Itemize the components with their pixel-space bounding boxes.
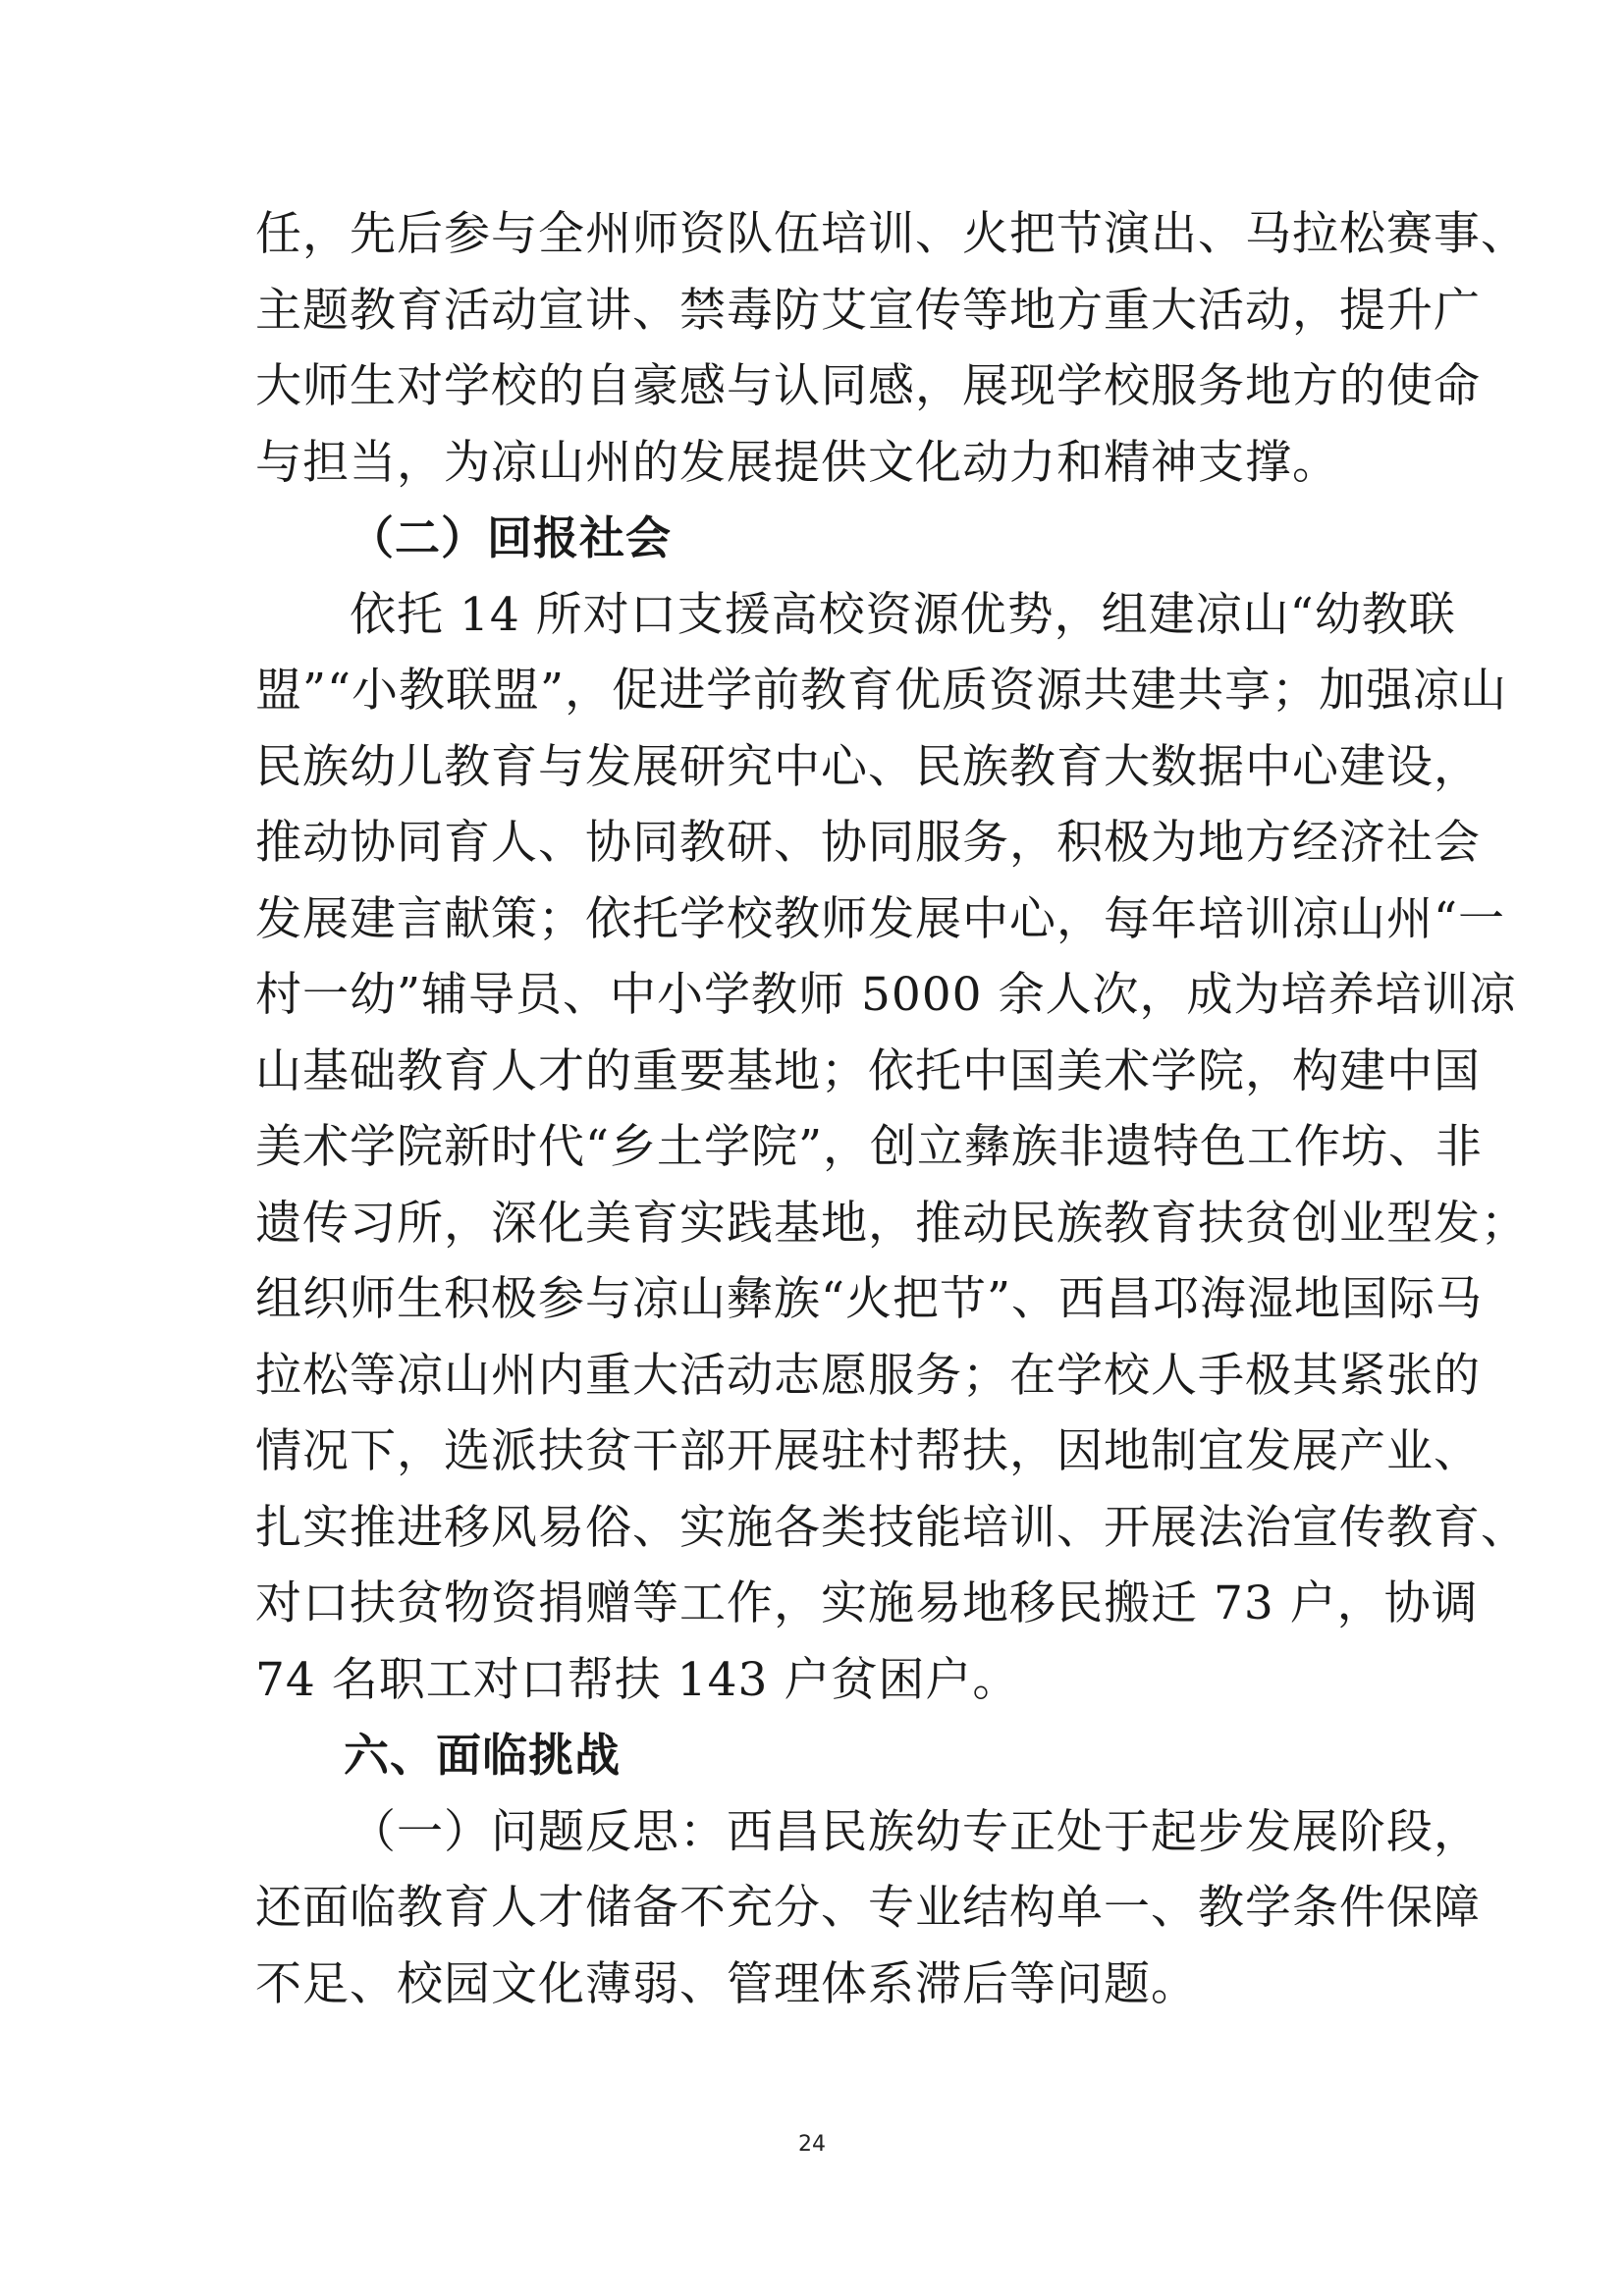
text-line: 民族幼儿教育与发展研究中心、民族教育大数据中心建设， — [255, 739, 1481, 794]
text-line: 不足、校园文化薄弱、管理体系滞后等问题。 — [255, 1956, 1198, 2011]
paragraph-service-local — [255, 196, 1528, 501]
text-line: 主题教育活动宣讲、禁毒防艾宣传等地方重大活动，提升广 — [255, 283, 1481, 338]
text-line: 依托 14 所对口支援高校资源优势，组建凉山“幼教联 — [350, 587, 1456, 642]
text-line: 遗传习所，深化美育实践基地，推动民族教育扶贫创业型发； — [255, 1196, 1528, 1251]
text-line: 盟”“小教联盟”，促进学前教育优质资源共建共享；加强凉山 — [255, 664, 1508, 718]
text-line: 情况下，选派扶贫干部开展驻村帮扶，因地制宜发展产业、 — [255, 1424, 1481, 1478]
text-line: （一）问题反思：西昌民族幼专正处于起步发展阶段， — [350, 1804, 1481, 1859]
text-line: 对口扶贫物资捐赠等工作，实施易地移民搬迁 73 户，协调 — [255, 1576, 1479, 1630]
text-line: 村一幼”辅导员、中小学教师 5000 余人次，成为培养培训凉 — [255, 968, 1517, 1022]
text-line: 山基础教育人才的重要基地；依托中国美术学院，构建中国 — [255, 1043, 1481, 1098]
text-line: 与担当，为凉山州的发展提供文化动力和精神支撑。 — [255, 435, 1339, 490]
section-heading-repay-society: （二）回报社会 — [349, 511, 672, 564]
page-number: 24 — [798, 2132, 826, 2157]
text-line: 美术学院新时代“乡土学院”，创立彝族非遗特色工作坊、非 — [255, 1120, 1484, 1174]
document-page — [255, 196, 1528, 2022]
text-line: 74 名职工对口帮扶 143 户贫困户。 — [255, 1652, 1020, 1707]
text-line: 拉松等凉山州内重大活动志愿服务；在学校人手极其紧张的 — [255, 1348, 1481, 1403]
section-heading-challenges: 六、面临挑战 — [344, 1729, 621, 1782]
text-line: 推动协同育人、协同教研、协同服务，积极为地方经济社会 — [255, 816, 1481, 870]
text-line: 任，先后参与全州师资队伍培训、火把节演出、马拉松赛事、 — [255, 207, 1528, 261]
text-line: 组织师生积极参与凉山彝族“火把节”、西昌邛海湿地国际马 — [255, 1272, 1484, 1326]
paragraph-repay-society — [255, 577, 1528, 1719]
text-line: 发展建言献策；依托学校教师发展中心，每年培训凉山州“一 — [255, 891, 1506, 946]
text-line: 扎实推进移风易俗、实施各类技能培训、开展法治宣传教育、 — [255, 1500, 1528, 1555]
text-line: 大师生对学校的自豪感与认同感，展现学校服务地方的使命 — [255, 359, 1481, 413]
text-line: 还面临教育人才储备不充分、专业结构单一、教学条件保障 — [255, 1881, 1481, 1935]
paragraph-problem-reflection — [255, 1794, 1481, 2023]
